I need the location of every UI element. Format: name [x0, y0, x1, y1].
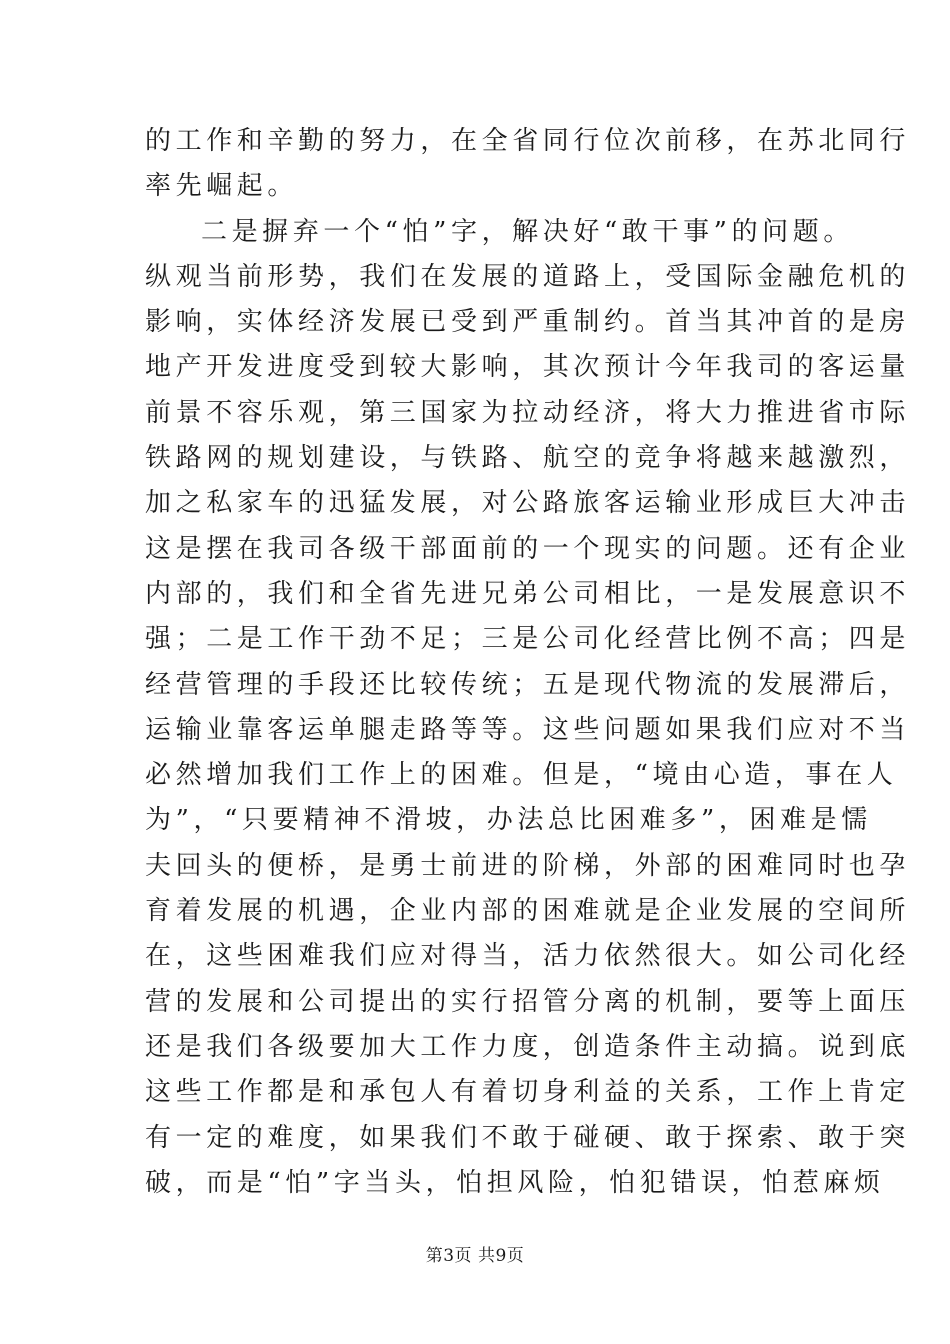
- text-line: 育着发展的机遇，企业内部的困难就是企业发展的空间所: [145, 896, 911, 927]
- text-line: 营的发展和公司提出的实行招管分离的机制，要等上面压: [145, 986, 911, 1017]
- text-line: 纵观当前形势，我们在发展的道路上，受国际金融危机的: [145, 261, 911, 292]
- text-line: 经营管理的手段还比较传统；五是现代物流的发展滞后，: [145, 669, 911, 700]
- text-line: 加之私家车的迅猛发展，对公路旅客运输业形成巨大冲击: [145, 488, 911, 519]
- text-line: 的工作和辛勤的努力，在全省同行位次前移，在苏北同行: [145, 126, 911, 156]
- text-line: 前景不容乐观，第三国家为拉动经济，将大力推进省市际: [145, 397, 911, 428]
- text-line: 铁路网的规划建设，与铁路、航空的竞争将越来越激烈，: [145, 443, 911, 474]
- text-line: 必然增加我们工作上的困难。但是，“境由心造，事在人: [145, 760, 898, 791]
- text-line: 这些工作都是和承包人有着切身利益的关系，工作上肯定: [145, 1077, 911, 1108]
- text-line: 地产开发进度受到较大影响，其次预计今年我司的客运量: [145, 352, 911, 383]
- text-line: 强；二是工作干劲不足；三是公司化经营比例不高；四是: [145, 624, 911, 655]
- text-line: 率先崛起。: [145, 171, 299, 202]
- page-number-footer: 第3页 共9页: [425, 1246, 525, 1266]
- text-line: 有一定的难度，如果我们不敢于碰硬、敢于探索、敢于突: [145, 1122, 911, 1153]
- text-line: 影响，实体经济发展已受到严重制约。首当其冲首的是房: [145, 307, 911, 338]
- text-line: 内部的，我们和全省先进兄弟公司相比，一是发展意识不: [145, 578, 911, 609]
- body-text: [145, 119, 911, 1206]
- text-line: 在，这些困难我们应对得当，活力依然很大。如公司化经: [145, 941, 911, 972]
- text-line: 这是摆在我司各级干部面前的一个现实的问题。还有企业: [145, 533, 911, 564]
- text-line: 为”，“只要精神不滑坡，办法总比困难多”，困难是懦: [145, 805, 872, 836]
- text-line: 破，而是“怕”字当头，怕担风险，怕犯错误，怕惹麻烦: [145, 1167, 885, 1198]
- text-line: 还是我们各级要加大工作力度，创造条件主动搞。说到底: [145, 1031, 911, 1062]
- paragraph-start-line: 二是摒弃一个“怕”字，解决好“敢干事”的问题。: [201, 216, 854, 247]
- text-line: 运输业靠客运单腿走路等等。这些问题如果我们应对不当: [145, 714, 911, 745]
- text-line: 夫回头的便桥，是勇士前进的阶梯，外部的困难同时也孕: [145, 850, 911, 881]
